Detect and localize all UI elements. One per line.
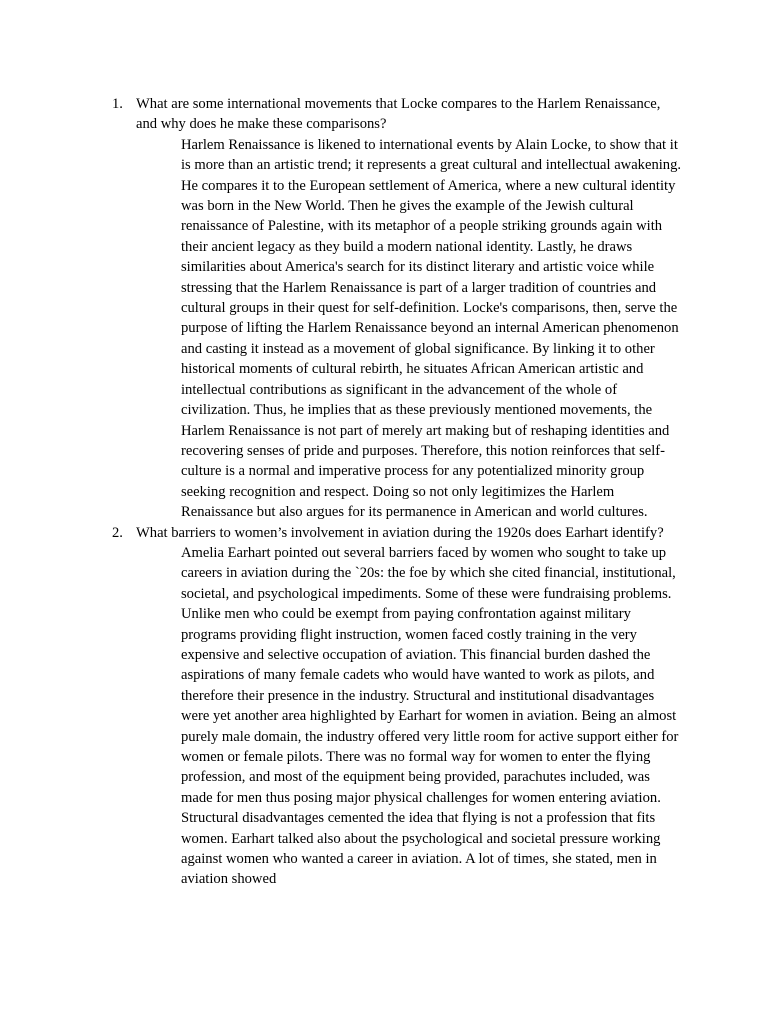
question-text: What are some international movements that Locke compares to the Harlem Renaissance, and why does he make these comparisons?: [136, 96, 661, 133]
answer-paragraph: Harlem Renaissance is likened to international events by Alain Locke, to show that it is more than an artistic trend; it represents a great cultural and intellectual awakening. He compares it to the European settlement of America, where a new cultural identity was born in the New World. Then he gives the example of the Jewish cultural renaissance of Palestine, with its metaphor of a people striking grounds again with their ancient legacy as they build a modern national identity. Lastly, he draws similarities about America's search for its distinct literary and artistic voice while stressing that the Harlem Renaissance is part of a larger tradition of countries and cultural groups in their quest for self-definition. Locke's comparisons, then, serve the purpose of lifting the Harlem Renaissance beyond an internal American phenomenon and casting it instead as a movement of global significance. By linking it to other historical moments of cultural rebirth, he situates African American artistic and intellectual contributions as significant in the advancement of the whole of civilization. Thus, he implies that as these previously mentioned movements, the Harlem Renaissance is not part of merely art making but of reshaping identities and recovering senses of pride and purposes. Therefore, this notion reinforces that self-culture is a normal and imperative process for any potentialized minority group seeking recognition and respect. Doing so not only legitimizes the Harlem Renaissance but also argues for its permanence in American and world cultures.: [181, 136, 682, 521]
question-row: [112, 523, 682, 543]
question-number: 2.: [112, 524, 123, 541]
answer-paragraph: Amelia Earhart pointed out several barriers faced by women who sought to take up careers in aviation during the `20s: the foe by which she cited financial, institutional, societal, and psychological impediments. Some of these were fundraising problems. Unlike men who could be exempt from paying confrontation against military programs providing flight instruction, women faced costly training in the very expensive and selective occupation of aviation. This financial burden dashed the aspirations of many female cadets who would have wanted to work as pilots, and therefore their presence in the industry. Structural and institutional disadvantages were yet another area highlighted by Earhart for women in aviation. Being an almost purely male domain, the industry offered very little room for active support either for women or female pilots. There was no formal way for women to enter the flying profession, and most of the equipment being provided, parachutes included, was made for men thus posing major physical challenges for women entering aviation. Structural disadvantages cemented the idea that flying is not a profession that fits women. Earhart talked also about the psychological and societal pressure working against women who wanted a career in aviation. A lot of times, she stated, men in aviation showed: [181, 544, 679, 888]
question-text: What barriers to women’s involvement in aviation during the 1920s does Earhart identify?: [136, 524, 664, 541]
question-list: [112, 94, 682, 890]
question-row: [112, 94, 682, 135]
question-item-2: [112, 523, 682, 890]
question-number: 1.: [112, 96, 123, 112]
question-item-1: [112, 94, 682, 523]
